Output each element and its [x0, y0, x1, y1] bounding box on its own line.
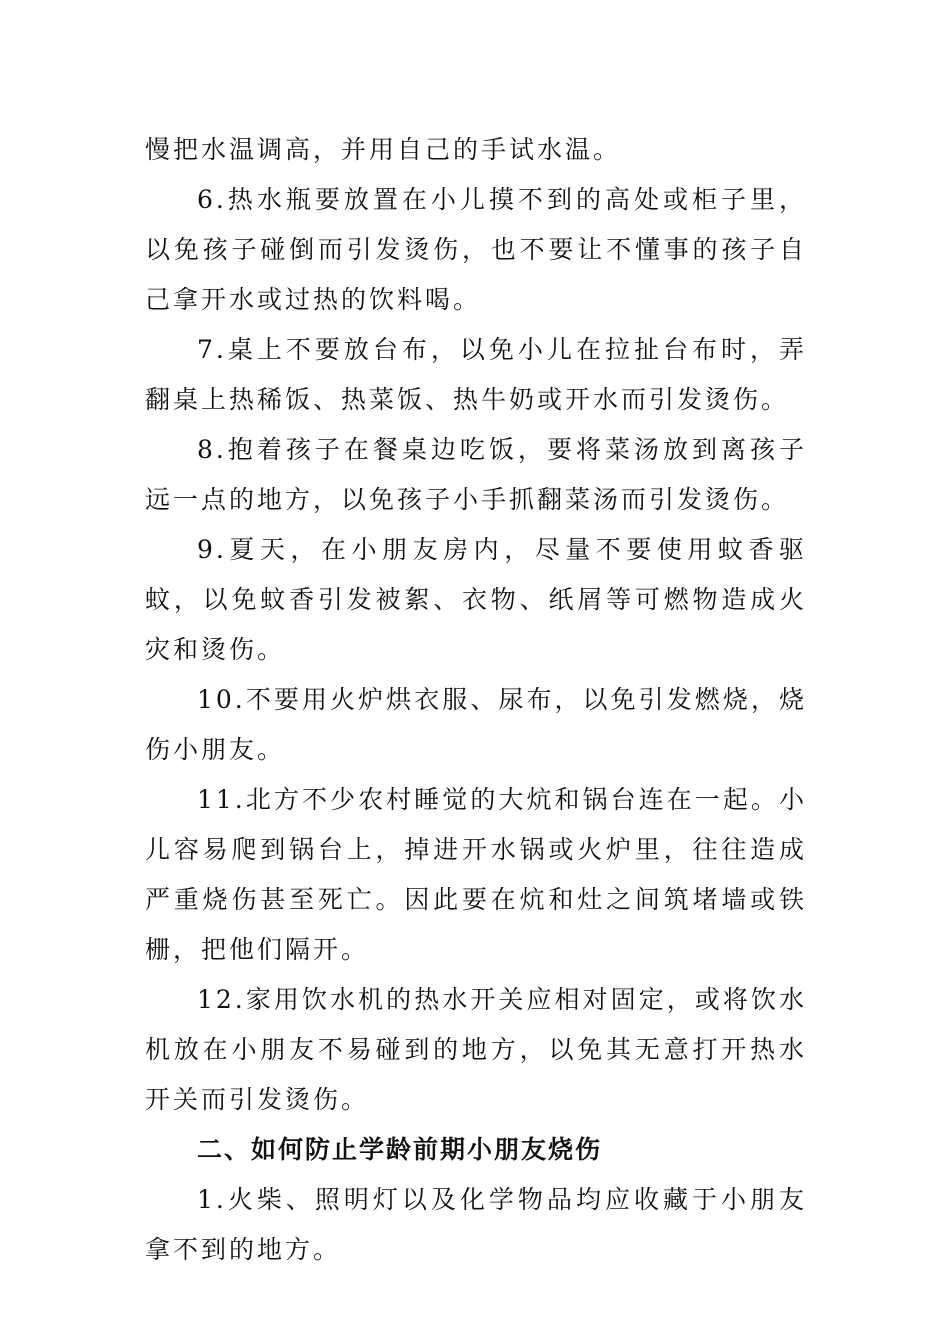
continuation-paragraph: 慢把水温调高，并用自己的手试水温。 [145, 135, 622, 164]
section-heading: 二、如何防止学龄前期小朋友烧伤 [197, 1135, 603, 1164]
list-item-7: 7.桌上不要放台布，以免小儿在拉扯台布时，弄翻桌上热稀饭、热菜饭、热牛奶或开水而引发烫伤。 [145, 335, 807, 414]
document-body [145, 125, 807, 1275]
list-item-11: 11.北方不少农村睡觉的大炕和锅台连在一起。小儿容易爬到锅台上，掉进开水锅或火炉里，往往造成严重烧伤甚至死亡。因此要在炕和灶之间筑堵墙或铁栅，把他们隔开。 [145, 785, 807, 964]
list-item-8: 8.抱着孩子在餐桌边吃饭，要将菜汤放到离孩子远一点的地方，以免孩子小手抓翻菜汤而引发烫伤。 [145, 435, 807, 514]
list-item-9: 9.夏天，在小朋友房内，尽量不要使用蚊香驱蚊，以免蚊香引发被絮、衣物、纸屑等可燃物造成火灾和烫伤。 [145, 535, 807, 664]
list-item-12: 12.家用饮水机的热水开关应相对固定，或将饮水机放在小朋友不易碰到的地方，以免其无意打开热水开关而引发烫伤。 [145, 985, 807, 1114]
section-list-item-1: 1.火柴、照明灯以及化学物品均应收藏于小朋友拿不到的地方。 [145, 1185, 807, 1264]
list-item-10: 10.不要用火炉烘衣服、尿布，以免引发燃烧，烧伤小朋友。 [145, 685, 807, 764]
list-item-6: 6.热水瓶要放置在小儿摸不到的高处或柜子里，以免孩子碰倒而引发烫伤，也不要让不懂事的孩子自己拿开水或过热的饮料喝。 [145, 185, 807, 314]
